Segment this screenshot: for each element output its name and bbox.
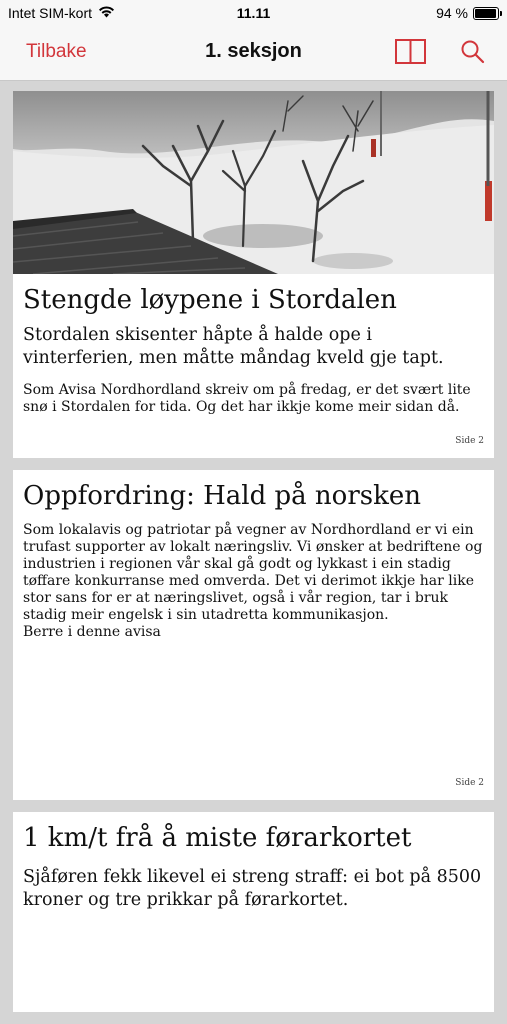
article-headline: Stengde løypene i Stordalen: [23, 285, 397, 315]
article-content: [13, 274, 494, 416]
article-card[interactable]: [13, 812, 494, 1012]
carrier-label: Intet SIM-kort: [8, 5, 93, 21]
navigation-bar: [0, 26, 507, 81]
back-button[interactable]: Tilbake: [26, 41, 87, 62]
article-excerpt: Som lokalavis og patriotar på vegner av Nordhordland er vi ein trufast supporter av lokalt næringsliv. Vi ønsker at bedriftene og industrien i regionen vår skal gå godt og lykkast i ein stadig tøffare konkurranse med omverda. Det vi derimot ikkje har like stor sans for er at næringslivet, også i vår region, tar i bruk stadig meir engelsk i sin utadretta kommunikasjon. Berre i denne avisa: [23, 522, 483, 640]
battery-percent: 94 %: [436, 5, 468, 21]
battery-tip: [500, 11, 502, 16]
page-view-icon[interactable]: [395, 39, 426, 69]
article-content: [13, 812, 494, 912]
page-reference: Side 2: [455, 778, 484, 788]
article-photo: [13, 91, 494, 274]
article-lede: Sjåføren fekk likevel ei streng straff: ei bot på 8500 kroner og tre prikkar på førarkortet.: [23, 867, 482, 910]
status-time: 11.11: [236, 5, 271, 21]
article-feed: [13, 91, 494, 1024]
battery-fill: [475, 9, 496, 18]
article-card[interactable]: [13, 470, 494, 800]
article-headline: Oppfordring: Hald på norsken: [23, 481, 421, 511]
search-icon[interactable]: [460, 39, 486, 70]
page-reference: Side 2: [455, 436, 484, 446]
article-excerpt: Som Avisa Nordhordland skreiv om på fredag, er det svært lite snø i Stordalen for tida. Og det har ikkje kome meir sidan då.: [23, 382, 471, 415]
battery-icon: [473, 7, 499, 20]
article-content: [13, 470, 494, 641]
page-title: 1. seksjon: [205, 40, 302, 62]
article-headline: 1 km/t frå å miste førarkortet: [23, 823, 412, 853]
article-card[interactable]: [13, 91, 494, 458]
article-lede: Stordalen skisenter håpte å halde ope i vinterferien, men måtte måndag kveld gje tapt.: [23, 325, 444, 368]
status-right: [436, 5, 499, 21]
status-bar: [0, 0, 507, 26]
